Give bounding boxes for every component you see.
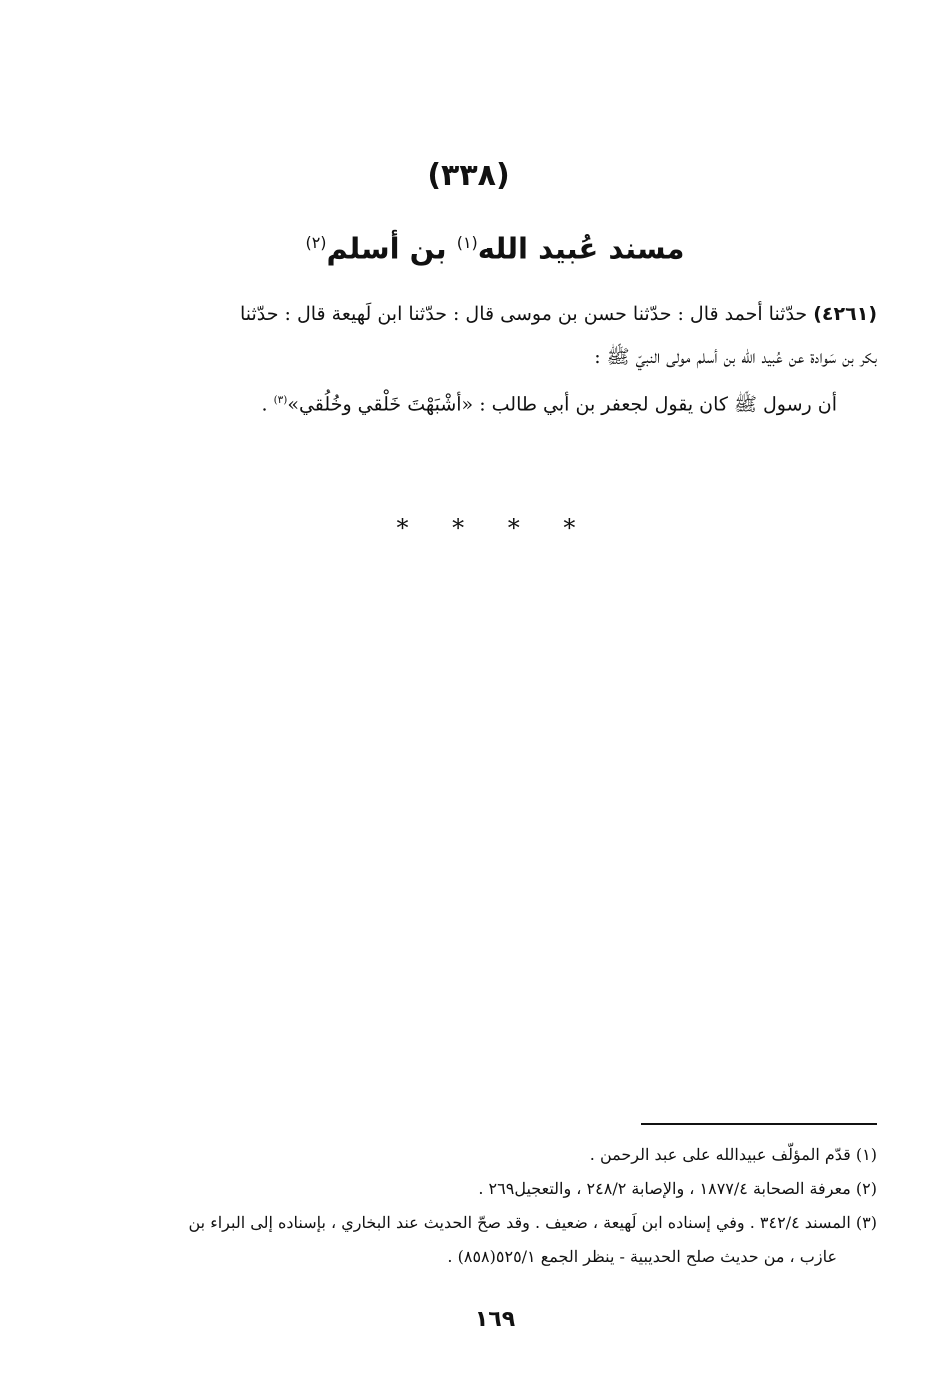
hadith-end: . [261,393,274,416]
footnote-1: (١) قدّم المؤلّف عبيدالله على عبد الرحمن . [589,1145,877,1164]
footnote-3: (٣) المسند ٣٤٢/٤ . وفي إسناده ابن لَهيعة ، ضعيف . وقد صحّ الحديث عند البخاري ، بإسناده إلى البراء بن [188,1213,877,1232]
hadith-line-1 [97,293,877,336]
section-number: (٣٣٨) [427,158,510,193]
hadith-line-3 [97,379,877,426]
footnotes [97,1138,877,1274]
hadith-text [97,293,877,426]
footnote-separator [641,1123,877,1125]
footnote-3-continued: عازب ، من حديث صلح الحديبية - ينظر الجمع ٥٢٥/١(٨٥٨) . [447,1247,837,1266]
footnote-ref-1: (١) [456,233,478,252]
hadith-line-2: بكر بن سَوادة عن عُبيد الله بن أسلم مولى النبيّ ﷺ : [594,346,877,368]
hadith-number: (٤٢٦١) [813,303,877,325]
footnote-ref-3: (٣) [273,394,288,406]
section-title-name: مسند عُبيد الله [477,231,685,266]
hadith-matn: أن رسول ﷺ كان يقول لجعفر بن أبي طالب : «أشْبَهْتَ خَلْقي وخُلُقي» [287,393,837,416]
section-title-rest: بن أسلم [326,231,457,266]
footnote-ref-2: (٢) [305,233,327,252]
section-divider: * * * * [396,514,594,542]
section-title [0,216,937,276]
hadith-isnad-1: حدّثنا أحمد قال : حدّثنا حسن بن موسى قال : حدّثنا ابن لَهيعة قال : حدّثنا [239,303,814,325]
page-number: ١٦٩ [474,1307,516,1332]
footnote-2: (٢) معرفة الصحابة ١٨٧٧/٤ ، والإصابة ٢٤٨/٢ ، والتعجيل٢٦٩ . [478,1179,877,1198]
